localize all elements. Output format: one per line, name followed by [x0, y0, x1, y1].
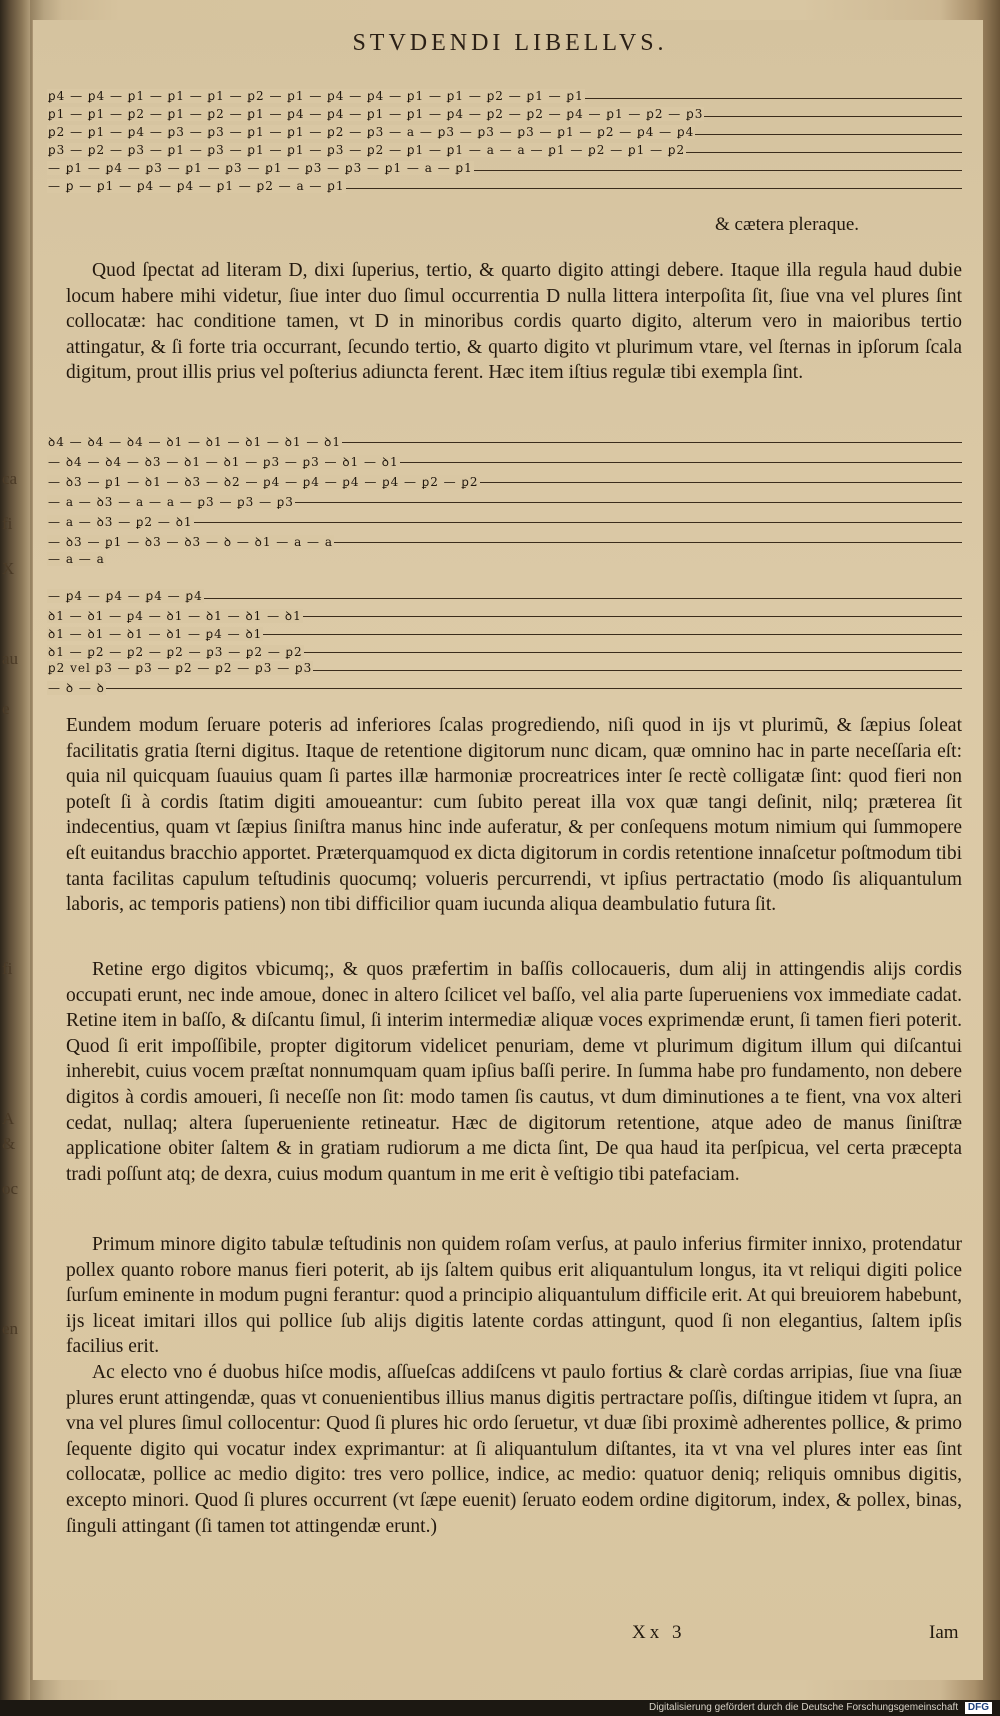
- tablature-row: — ꝺ4 — ꝺ4 — ꝺ3 — ꝺ1 — ꝺ1 — ꝑ3 — ꝑ3 — ꝺ1 — ꝺ1: [48, 455, 399, 469]
- lute-tablature-3: [47, 590, 962, 700]
- lute-tablature-2: [47, 432, 962, 572]
- tablature-row: — a — ꝺ3 — a — a — ꝑ3 — ꝑ3 — ꝑ3: [48, 495, 294, 509]
- margin-fragment: en: [2, 1319, 19, 1338]
- paragraph-text: Primum minore digito tabulæ teſtudinis non quidem roſam verſus, at paulo inferius firmiter innixo, protendatur pollex quanto robore manus fieri poterit, ab ijs ſaltem quibus erit aliquantulum longus, ita vt reliqui digiti police ſurſum eminente in modum pugni ferantur: quod a principio aliquantulum difficile erit. At qui breuiorem habebunt, ijs liceat imitari illos qui pollice ſub alijs digitis latente cordas attingunt, quod ſi non elegantius, ſaltem ipſis facilius erit.: [66, 1234, 962, 1358]
- dfg-logo: DFG: [965, 1702, 992, 1714]
- tablature-row: ꝑ3 — ꝑ2 — ꝑ3 — ꝑ1 — ꝑ3 — ꝑ1 — ꝑ1 — ꝑ3 — ꝑ2 — ꝑ1 — ꝑ1 — a — a — ꝑ1 — ꝑ2 — ꝑ1 — ꝑ2: [48, 143, 686, 157]
- digitization-credit-bar: [0, 1700, 1000, 1716]
- tablature-row: — ꝑ — ꝑ1 — ꝑ4 — ꝑ4 — ꝑ1 — ꝑ2 — a — ꝑ1: [48, 179, 345, 193]
- tablature-row: — ꝺ3 — ꝑ1 — ꝺ3 — ꝺ3 — ꝺ — ꝺ1 — a — a: [48, 535, 334, 549]
- tablature-row: ꝑ2 — ꝑ1 — ꝑ4 — ꝑ3 — ꝑ3 — ꝑ1 — ꝑ1 — ꝑ2 — ꝑ3 — a — ꝑ3 — ꝑ3 — ꝑ3 — ꝑ1 — ꝑ2 — ꝑ4 — ꝑ4: [48, 125, 695, 139]
- tablature-row: — ꝑ4 — ꝑ4 — ꝑ4 — ꝑ4: [48, 589, 203, 603]
- tablature-row: — ꝑ1 — ꝑ4 — ꝑ3 — ꝑ1 — ꝑ3 — ꝑ1 — ꝑ3 — ꝑ3 — ꝑ1 — a — ꝑ1: [48, 161, 473, 175]
- paragraph-text: Eundem modum ſeruare poteris ad inferiores ſcalas progrediendo, niſi quod in ijs vt plurimũ, & ſæpius ſoleat facilitatis gratia ſterni digitus. Itaque de retentione digitorum nunc dicam, quæ omnino hac in parte neceſſaria eſt: quia nil quicquam ſuauius quam ſi partes illæ harmoniæ procreatrices inter ſe rectè colligatæ ſint: quod fieri non poteſt ſi à cordis ſtatim digiti amoueantur: cum ſubito pereat illa vox quæ tangi deſinit, nilq; præterea ſit indecentius, quam vt ſæpius ſiniſtra manus hinc inde auferatur, & per conſequens motum nimium qui ſummopere eſt euitandus bracchio apportet. Præterquamquod ex dicta digitorum in cordis retentione innaſcetur poſtmodum tibi tanta facilitas capulum teſtudinis quocumq; volueris percurrendi, vt ipſius pertractatio (modo ſis aliquantulum laboris, ac temporis patiens) non tibi difficilior quam iucunda aliqua deambulatio futura ſit.: [66, 715, 962, 916]
- paragraph-text: Retine ergo digitos vbicumq;, & quos præfertim in baſſis collocaueris, dum alij in attingendis alijs cordis occupati erunt, nec inde amoue, donec in altero ſcilicet vel baſſo, vel alia parte ſuperueniens vox immediate cadat. Retine item in baſſo, & diſcantu ſimul, ſi interim intermediæ aliquæ voces exprimendæ erunt, ſi tamen fieri poterit. Quod ſi erit impoſſibile, propter digitorum videlicet penuriam, deme vt plurimum digitum illum qui diſcantui inherebit, cuius vocem præſtat nonnumquam quam ipſius baſſi perire. In ſumma habe pro fundamento, non debere digitos à cordis amoueri, ſi neceſſe non ſit: modo tamen ſis cautus, vt dum diminutiones a te fient, vna vox alteri cedat, nullaq; altera ſuperueniente retineatur. Hæc de digitorum retentione, atque adeo de manus ſiniſtræ applicatione obiter ſaltem & in gratiam rudiorum a me dicta ſint, De qua haud ita perſpicua, vel certa præcepta tradi poſſunt atq; de dexra, cuius modum quantum in me erit è veſtigio tibi patefaciam.: [66, 959, 962, 1185]
- tablature-row: ꝑ4 — ꝑ4 — ꝑ1 — ꝑ1 — ꝑ1 — ꝑ2 — ꝑ1 — ꝑ4 — ꝑ4 — ꝑ1 — ꝑ1 — ꝑ2 — ꝑ1 — ꝑ1: [48, 89, 584, 103]
- paragraph-text: Quod ſpectat ad literam D, dixi ſuperius, tertio, & quarto digito attingi debere. Itaque illa regula haud dubie locum habere mihi videtur, ſiue inter duo ſimul occurrentia D nulla littera interpoſita ſit, ſiue vna vel plures ſint collocatæ: hac conditione tamen, vt D in minoribus cordis quarto digito, alterum vero in maioribus tertio attingatur, & ſi forte tria occurrant, ſecundo tertio, & quarto digito vt plurimum vtare, vel ſternas in ipſorum ſcala digitum, prout illis prius vel poſterius adiuncta ferent. Hæc item iſtius regulæ tibi exempla ſint.: [66, 260, 962, 384]
- tablature-note: & cætera pleraque.: [715, 214, 860, 235]
- signature-mark: Xx 3: [632, 1622, 686, 1643]
- margin-fragment: oc: [2, 1179, 19, 1198]
- tablature-row: ꝺ1 — ꝑ2 — ꝑ2 — ꝑ2 — ꝑ3 — ꝑ2 — ꝑ2: [48, 645, 303, 659]
- paragraph: [66, 1360, 962, 1539]
- lute-tablature-1: [47, 80, 962, 200]
- credit-text: Digitalisierung gefördert durch die Deutsche Forschungsgemeinschaft: [649, 1702, 959, 1713]
- margin-fragment: A: [2, 1109, 15, 1128]
- tablature-row: — ꝺ — ꝺ: [48, 681, 105, 695]
- margin-fragment: au: [2, 649, 19, 668]
- paragraph: [66, 1232, 962, 1360]
- margin-fragment: e: [2, 699, 10, 718]
- tablature-row: ꝑ1 — ꝑ1 — ꝑ2 — ꝑ1 — ꝑ2 — ꝑ1 — ꝑ4 — ꝑ4 — ꝑ1 — ꝑ1 — ꝑ4 — ꝑ2 — ꝑ2 — ꝑ4 — ꝑ1 — ꝑ2 — ꝑ3: [48, 107, 704, 121]
- tablature-row: — ꝺ3 — ꝑ1 — ꝺ1 — ꝺ3 — ꝺ2 — ꝑ4 — ꝑ4 — ꝑ4 — ꝑ4 — ꝑ2 — ꝑ2: [48, 475, 479, 489]
- paragraph-text: Ac electo vno é duobus hiſce modis, aſſueſcas addiſcens vt paulo fortius & clarè cordas arripias, ſiue vna ſiuæ plures erunt attingendæ, quas vt conuenientibus illius manus digitis pertractare poſſis, diſtingue itidem vt ſupra, an vna vel plures ſimul collocentur: Quod ſi plures hic ordo ſeruetur, vt duæ ſibi proximè adherentes pollice, & primo ſequente digito qui vocatur index exprimantur: at ſi aliquantulum diſtantes, ita vt vna vel plures inter eas ſint collocatæ, pollice ac medio digito: tres vero pollice, indice, ac medio: quatuor deniq; reliquis omnibus digitis, excepto minori. Quod ſi plures occurrent (vt ſæpe euenit) ſeruato eodem ordine digitorum, index, & pollex, binas, ſinguli attingant (ſi tamen tot attingendæ erunt.): [66, 1362, 962, 1537]
- paragraph: [66, 258, 962, 408]
- margin-fragment: ca: [2, 469, 18, 488]
- margin-fragment: X: [2, 559, 15, 578]
- paragraph: [66, 713, 962, 918]
- tablature-row: ꝺ4 — ꝺ4 — ꝺ4 — ꝺ1 — ꝺ1 — ꝺ1 — ꝺ1 — ꝺ1: [48, 435, 341, 449]
- paragraph: [66, 957, 962, 1187]
- previous-page-edge: [0, 0, 30, 1700]
- tablature-row: ꝺ1 — ꝺ1 — ꝺ1 — ꝺ1 — ꝑ4 — ꝺ1: [48, 627, 263, 641]
- tablature-row: ꝺ1 — ꝺ1 — ꝑ4 — ꝺ1 — ꝺ1 — ꝺ1 — ꝺ1: [48, 609, 302, 623]
- catchword: Iam: [929, 1622, 959, 1643]
- tablature-row: ꝑ2 vel ꝑ3 — ꝑ3 — ꝑ2 — ꝑ2 — ꝑ3 — ꝑ3: [48, 661, 313, 675]
- running-head: STVDENDI LIBELLVS.: [352, 30, 668, 56]
- margin-fragment: fi: [2, 959, 13, 978]
- tablature-row: — a — a: [48, 552, 105, 566]
- margin-fragment: &: [2, 1134, 16, 1153]
- margin-fragment: fi: [2, 514, 13, 533]
- tablature-row: — a — ꝺ3 — ꝑ2 — ꝺ1: [48, 515, 193, 529]
